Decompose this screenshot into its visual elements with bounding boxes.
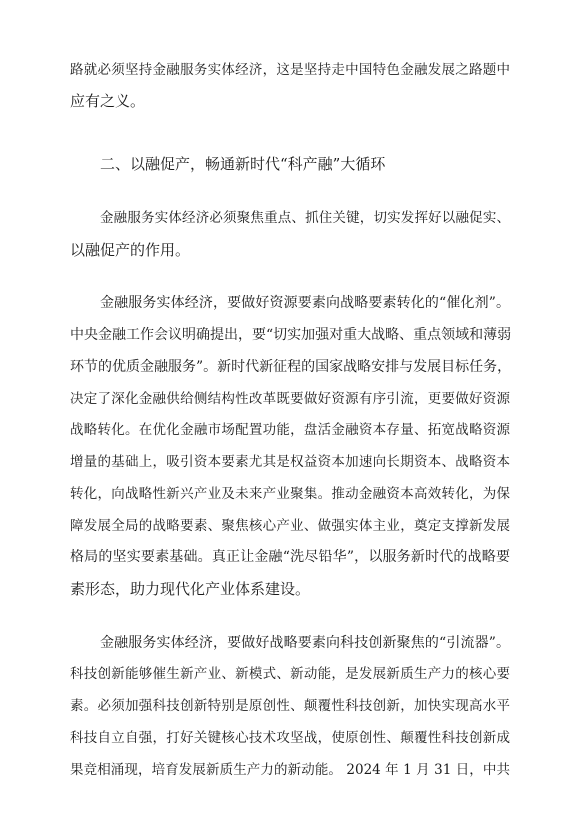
text-line: 障发展全局的战略要素、聚焦核心产业、做强实体主业，奠定支撑新发展 xyxy=(70,518,510,534)
text-line: 金融服务实体经济，要做好资源要素向战略要素转化的“催化剂”。 xyxy=(100,295,510,311)
text-line: 以融促产的作用。 xyxy=(70,241,191,259)
text-line: 格局的坚实要素基础。真正让金融“洗尽铅华”，以服务新时代的战略要 xyxy=(70,549,510,565)
text-line: 科技自立自强，打好关键核心技术攻坚战，使原创性、颠覆性科技创新成 xyxy=(70,730,510,746)
text-line: 素形态，助力现代化产业体系建设。 xyxy=(70,580,311,598)
text-line: 决定了深化金融供给侧结构性改革既要做好资源有序引流，更要做好资源 xyxy=(70,391,510,407)
text-line: 金融服务实体经济，要做好战略要素向科技创新聚焦的“引流器”。 xyxy=(100,635,510,651)
text-line: 应有之义。 xyxy=(70,92,146,110)
text-line: 素。必须加强科技创新特别是原创性、颠覆性科技创新，加快实现高水平 xyxy=(70,698,510,714)
text-line: 战略转化。在优化金融市场配置功能，盘活金融资本存量、拓宽战略资源 xyxy=(70,422,510,438)
text-line: 科技创新能够催生新产业、新模式、新动能，是发展新质生产力的核心要 xyxy=(70,666,510,682)
text-line: 增量的基础上，吸引资本要素尤其是权益资本加速向长期资本、战略资本 xyxy=(70,454,510,470)
text-line: 路就必须坚持金融服务实体经济，这是坚持走中国特色金融发展之路题中 xyxy=(70,62,510,78)
text-line: 转化，向战略性新兴产业及未来产业聚集。推动金融资本高效转化，为保 xyxy=(70,486,510,502)
text-line: 果竞相涌现，培育发展新质生产力的新动能。 2024 年 1 月 31 日，中共 xyxy=(70,762,510,778)
text-line: 金融服务实体经济必须聚焦重点、抓住关键，切实发挥好以融促实、 xyxy=(100,210,510,226)
text-line: 中央金融工作会议明确提出，要“切实加强对重大战略、重点领域和薄弱 xyxy=(70,327,512,343)
section-heading: 二、以融促产，畅通新时代“科产融”大循环 xyxy=(100,155,386,173)
text-line: 环节的优质金融服务”。新时代新征程的国家战略安排与发展目标任务， xyxy=(70,359,512,375)
